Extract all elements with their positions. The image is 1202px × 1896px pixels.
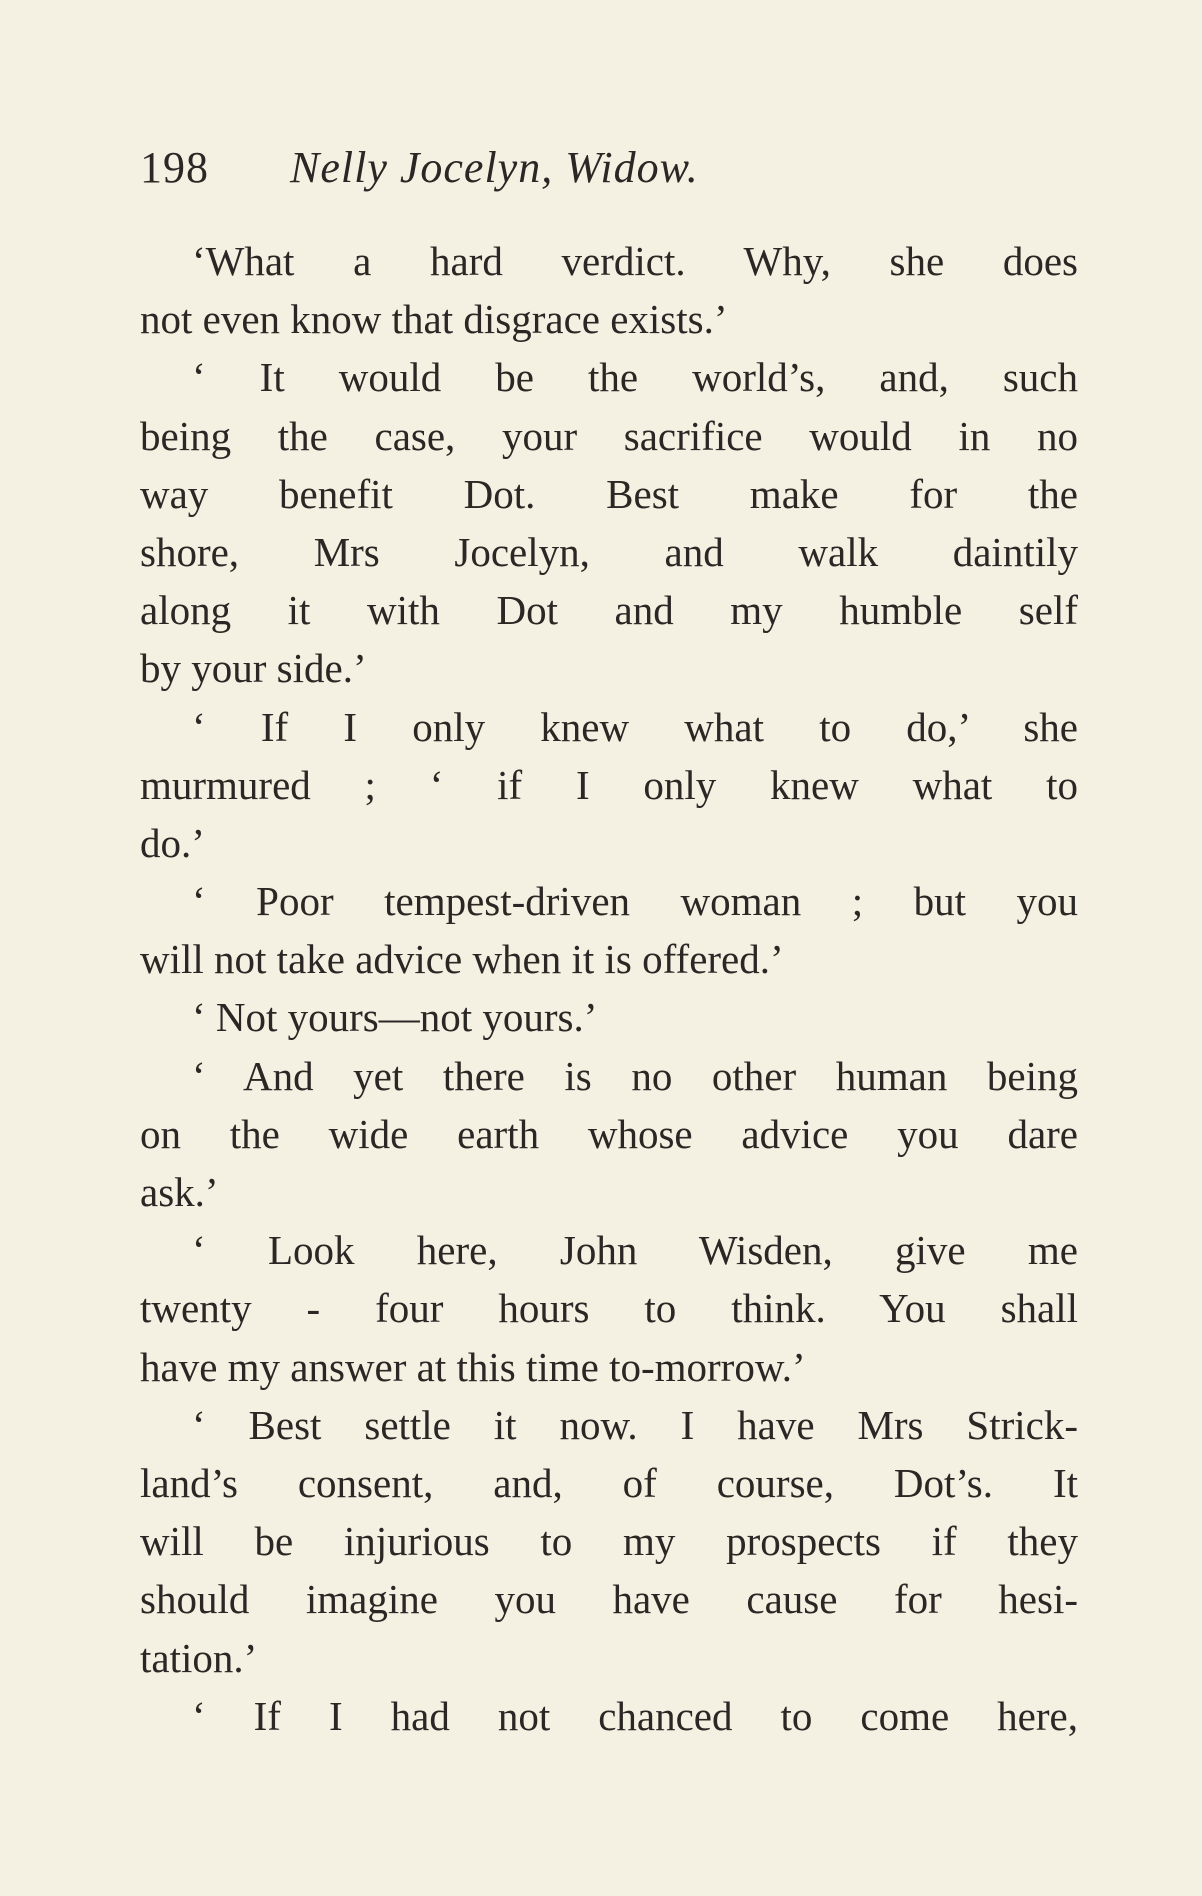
text-line: murmured ; ‘ if I only knew what to — [140, 761, 1078, 808]
text-line: will not take advice when it is offered.’ — [140, 936, 784, 983]
text-line: should imagine you have cause for hesi- — [140, 1576, 1078, 1623]
body-text — [140, 232, 1078, 1745]
text-line: ask.’ — [140, 1169, 219, 1215]
text-line: ‘What a hard verdict. Why, she does — [192, 238, 1078, 284]
text-line: have my answer at this time to-morrow.’ — [140, 1343, 806, 1390]
text-line: by your side.’ — [140, 645, 367, 692]
text-line: ‘ It would be the world’s, and, such — [192, 354, 1078, 401]
text-line: ‘ Look here, John Wisden, give me — [192, 1227, 1078, 1274]
text-line: twenty - four hours to think. You shall — [140, 1285, 1078, 1332]
text-line: do.’ — [140, 819, 205, 866]
text-line: on the wide earth whose advice you dare — [140, 1110, 1078, 1157]
text-line: land’s consent, and, of course, Dot’s. It — [140, 1459, 1078, 1506]
text-line: ‘ Best settle it now. I have Mrs Strick- — [192, 1401, 1078, 1448]
text-line: ‘ And yet there is no other human being — [192, 1052, 1078, 1099]
running-head — [140, 138, 699, 198]
text-line: will be injurious to my prospects if they — [140, 1518, 1078, 1565]
text-line: ‘ Poor tempest-driven woman ; but you — [192, 878, 1078, 925]
text-line: not even know that disgrace exists.’ — [140, 296, 728, 343]
page-number: 198 — [140, 143, 209, 192]
book-title: Nelly Jocelyn, Widow. — [290, 143, 699, 192]
text-line: ‘ If I had not chanced to come here, — [192, 1692, 1078, 1739]
text-line: way benefit Dot. Best make for the — [140, 470, 1078, 517]
text-line: along it with Dot and my humble self — [140, 587, 1078, 634]
text-line: ‘ Not yours—not yours.’ — [192, 994, 598, 1041]
text-line: tation.’ — [140, 1634, 258, 1681]
text-line: ‘ If I only knew what to do,’ she — [192, 703, 1078, 750]
text-line: being the case, your sacrifice would in no — [140, 412, 1078, 459]
text-line: shore, Mrs Jocelyn, and walk daintily — [140, 528, 1078, 575]
